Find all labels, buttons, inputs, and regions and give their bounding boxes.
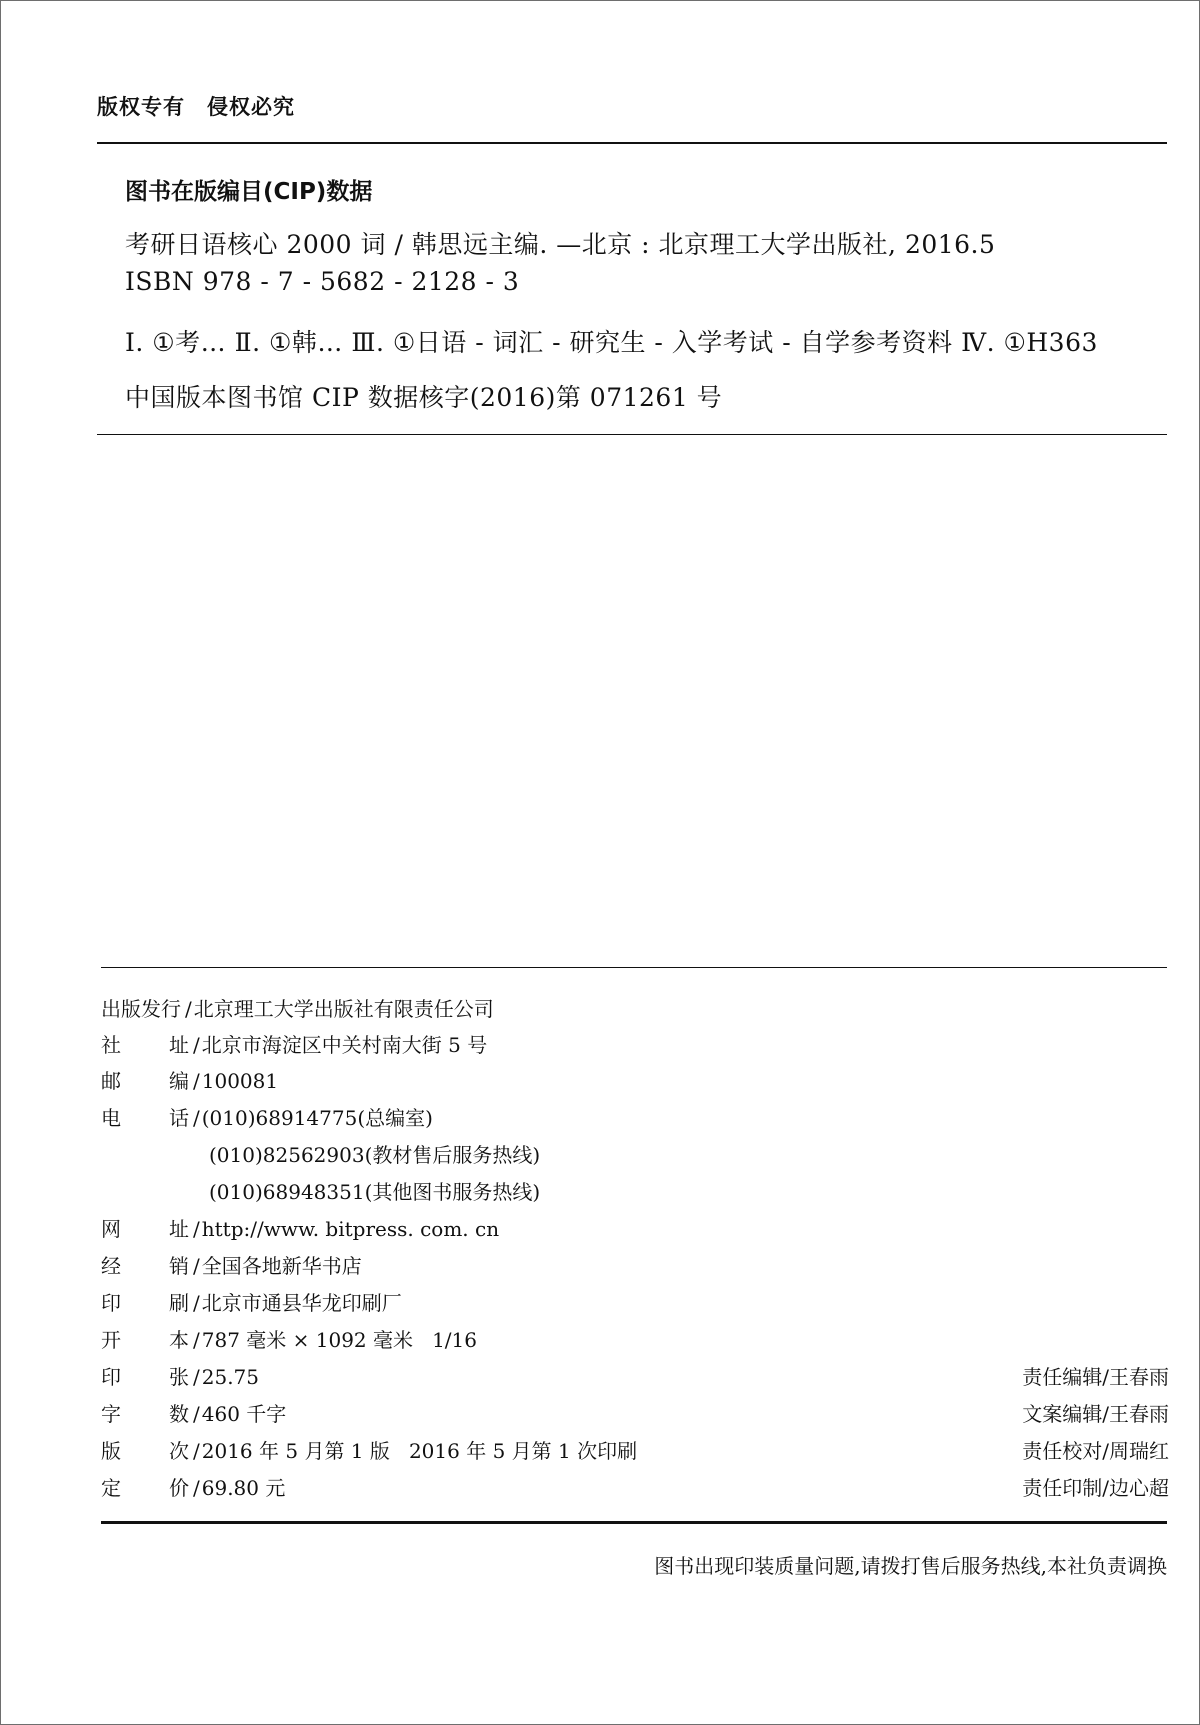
copyright-reserved: 版权专有 [97, 95, 185, 119]
copyright-infringement: 侵权必究 [207, 95, 295, 119]
imprint-printer: 印 刷 / 北京市通县华龙印刷厂 [101, 1291, 402, 1315]
imprint-sheets: 印 张 / 25.75 [101, 1365, 260, 1389]
staff-responsible-editor: 责任编辑/王春雨 [1022, 1365, 1169, 1389]
cip-title: 图书在版编目(CIP)数据 [125, 179, 373, 205]
imprint-website: 网 址 / http://www. bitpress. com. cn [101, 1217, 500, 1241]
divider-cip-bottom [97, 434, 1167, 435]
quality-notice: 图书出现印装质量问题,请拨打售后服务热线,本社负责调换 [654, 1554, 1167, 1578]
staff-proofreader: 责任校对/周瑞红 [1022, 1439, 1169, 1463]
cip-isbn: ISBN 978 - 7 - 5682 - 2128 - 3 [125, 267, 520, 296]
cip-bibliographic-line: 考研日语核心 2000 词 / 韩思远主编. —北京 : 北京理工大学出版社, 2016.5 [125, 230, 996, 259]
cip-classification: Ⅰ. ①考… Ⅱ. ①韩… Ⅲ. ①日语 - 词汇 - 研究生 - 入学考试 - 自学参考资料 Ⅳ. ①H363 [125, 328, 1098, 357]
imprint-postcode: 邮 编 / 100081 [101, 1069, 279, 1093]
staff-copy-editor: 文案编辑/王春雨 [1022, 1402, 1169, 1426]
imprint-address: 社 址 / 北京市海淀区中关村南大街 5 号 [101, 1033, 488, 1057]
imprint-format: 开 本 / 787 毫米 × 1092 毫米 1/16 [101, 1328, 477, 1352]
imprint-distributor: 经 销 / 全国各地新华书店 [101, 1254, 362, 1278]
imprint-word-count: 字 数 / 460 千字 [101, 1402, 287, 1426]
imprint-price: 定 价 / 69.80 元 [101, 1476, 286, 1500]
divider-footer [101, 1521, 1167, 1524]
imprint-phone: 电 话 / (010)68914775(总编室) [101, 1106, 433, 1130]
cip-record-number: 中国版本图书馆 CIP 数据核字(2016)第 071261 号 [125, 383, 723, 412]
staff-print-supervisor: 责任印制/边心超 [1022, 1476, 1169, 1500]
website-link: http://www. bitpress. com. cn [201, 1217, 500, 1241]
imprint-edition: 版 次 / 2016 年 5 月第 1 版 2016 年 5 月第 1 次印刷 [101, 1439, 638, 1463]
divider-imprint-top [101, 967, 1167, 968]
divider-top [97, 142, 1167, 144]
imprint-phone-other: (010)68948351(其他图书服务热线) [209, 1180, 541, 1204]
imprint-publisher: 出版发行 / 北京理工大学出版社有限责任公司 [101, 997, 494, 1021]
imprint-phone-aftersales: (010)82562903(教材售后服务热线) [209, 1143, 541, 1167]
copyright-notice [97, 91, 295, 121]
